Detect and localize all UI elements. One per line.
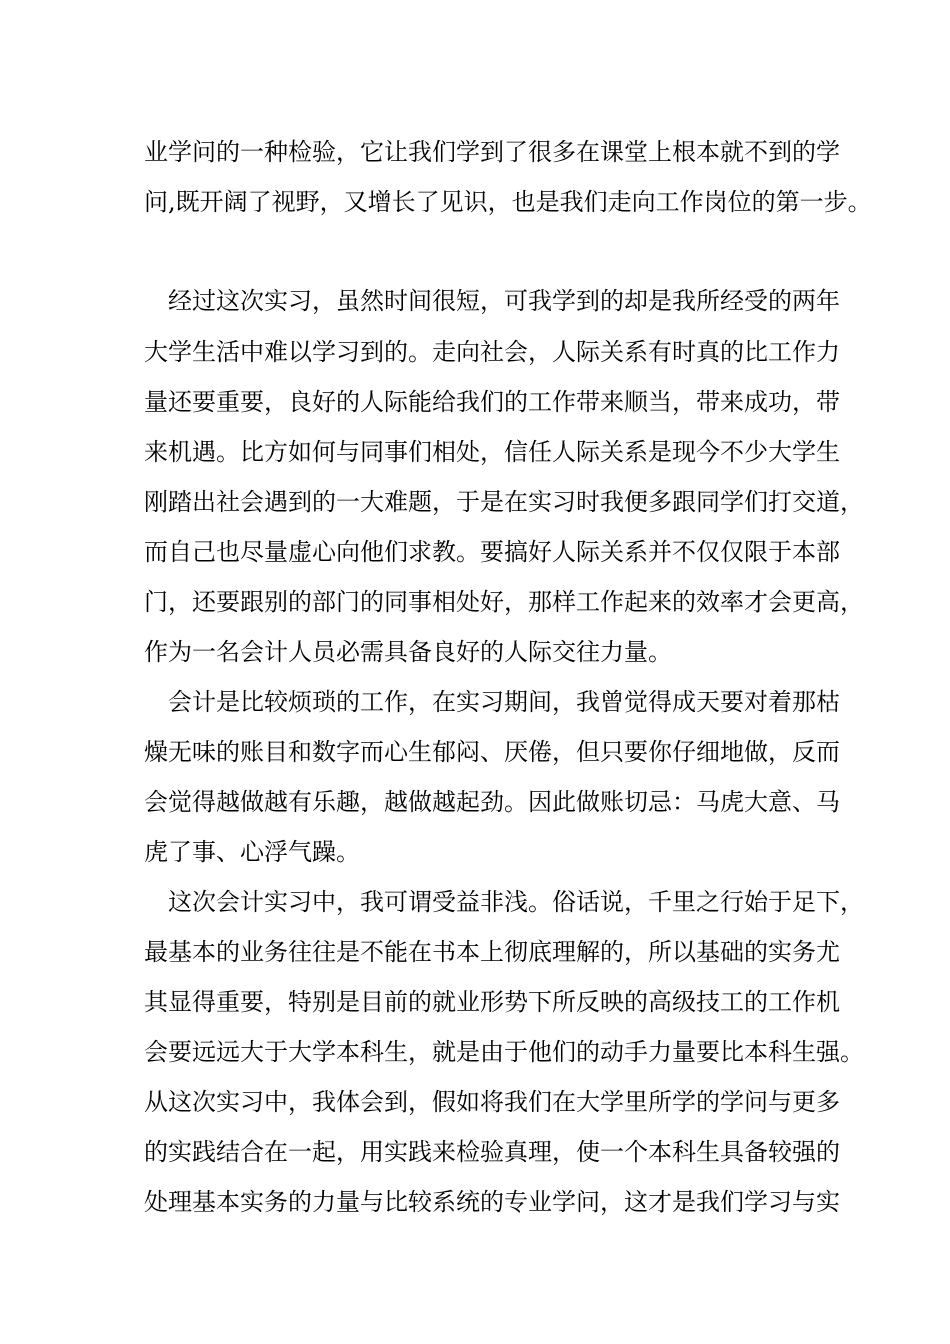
text-line: 业学问的一种检验，它让我们学到了很多在课堂上根本就不到的学 <box>144 138 840 166</box>
text-line: 大学生活中难以学习到的。走向社会，人际关系有时真的比工作力 <box>144 338 840 366</box>
text-line: 其显得重要，特别是目前的就业形势下所反映的高级技工的工作机 <box>144 988 840 1016</box>
paragraph-start-line: 这次会计实习中，我可谓受益非浅。俗话说，千里之行始于足下， <box>168 888 864 916</box>
text-line: 量还要重要，良好的人际能给我们的工作带来顺当，带来成功，带 <box>144 388 840 416</box>
text-line: 会觉得越做越有乐趣，越做越起劲。因此做账切忌：马虎大意、马 <box>144 788 840 816</box>
text-line: 刚踏出社会遇到的一大难题，于是在实习时我便多跟同学们打交道， <box>144 488 864 516</box>
paragraph-start-line: 经过这次实习，虽然时间很短，可我学到的却是我所经受的两年 <box>168 287 840 315</box>
text-line: 而自己也尽量虚心向他们求教。要搞好人际关系并不仅仅限于本部 <box>144 538 840 566</box>
text-line: 门，还要跟别的部门的同事相处好，那样工作起来的效率才会更高， <box>144 588 864 616</box>
text-line: 的实践结合在一起，用实践来检验真理，使一个本科生具备较强的 <box>144 1138 840 1166</box>
text-line: 作为一名会计人员必需具备良好的人际交往力量。 <box>144 638 672 666</box>
text-line: 最基本的业务往往是不能在书本上彻底理解的，所以基础的实务尤 <box>144 938 840 966</box>
text-line: 从这次实习中，我体会到，假如将我们在大学里所学的学问与更多 <box>144 1088 840 1116</box>
text-line: 会要远远大于大学本科生，就是由于他们的动手力量要比本科生强。 <box>144 1038 864 1066</box>
paragraph-start-line: 会计是比较烦琐的工作，在实习期间，我曾觉得成天要对着那枯 <box>168 688 840 716</box>
text-line: 燥无味的账目和数字而心生郁闷、厌倦，但只要你仔细地做，反而 <box>144 738 840 766</box>
text-line: 来机遇。比方如何与同事们相处，信任人际关系是现今不少大学生 <box>144 438 840 466</box>
text-line: 处理基本实务的力量与比较系统的专业学问，这才是我们学习与实 <box>144 1188 840 1216</box>
text-line: 问,既开阔了视野，又增长了见识，也是我们走向工作岗位的第一步。 <box>144 188 872 216</box>
text-line: 虎了事、心浮气躁。 <box>144 838 360 866</box>
